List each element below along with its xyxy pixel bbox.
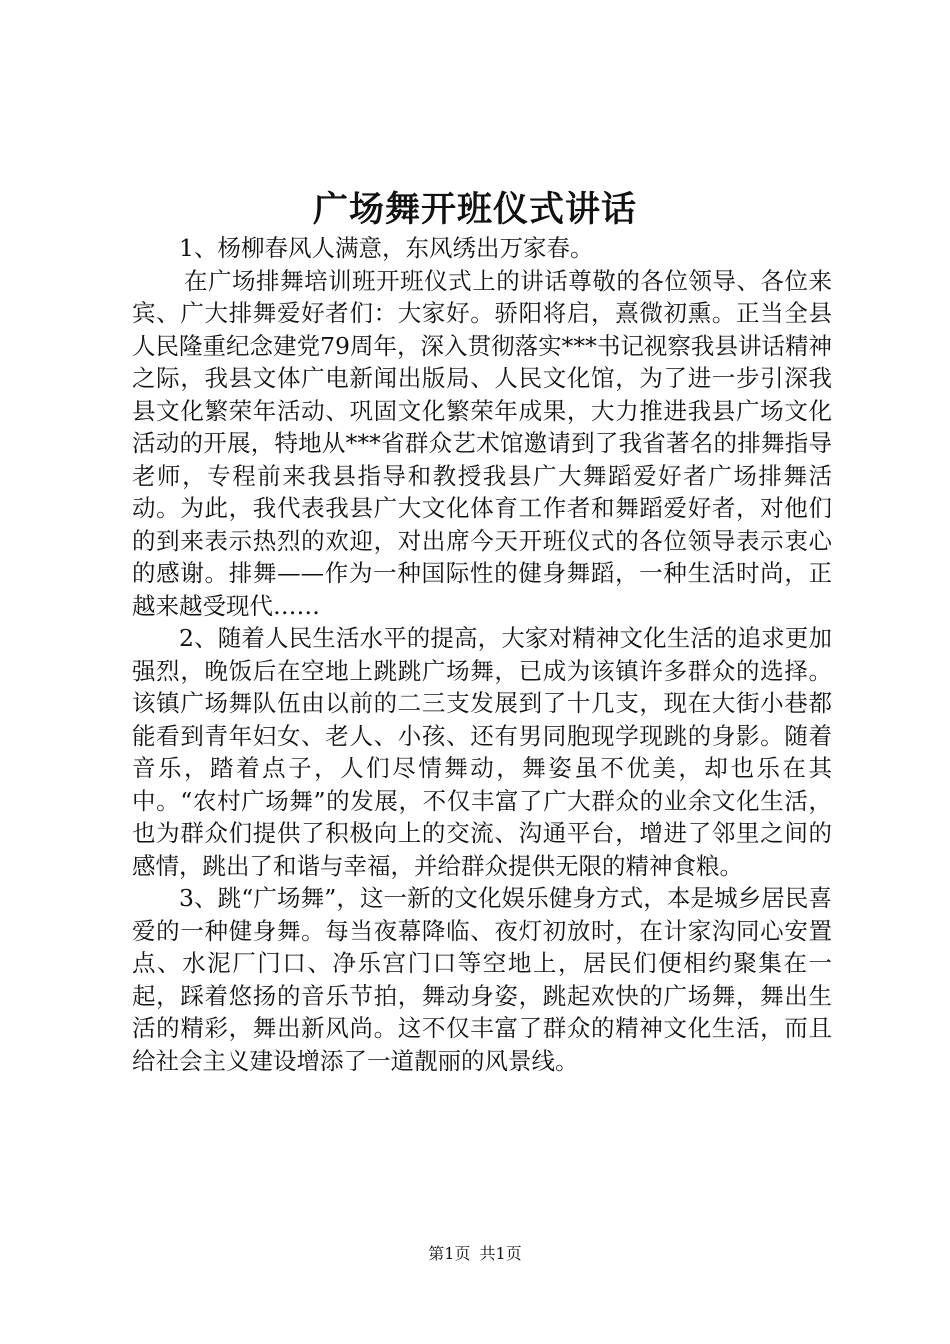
document-title: 广场舞开班仪式讲话 bbox=[312, 189, 637, 230]
document-body bbox=[132, 232, 832, 1077]
paragraph-4: 3、跳“广场舞”，这一新的文化娱乐健身方式，本是城乡居民喜爱的一种健身舞。每当夜幕降临、夜灯初放时，在计家沟同心安置点、水泥厂门口、净乐宫门口等空地上，居民们便相约聚集在一起，踩着悠扬的音乐节拍，舞动身姿，跳起欢快的广场舞，舞出生活的精彩，舞出新风尚。这不仅丰富了群众的精神文化生活，而且给社会主义建设增添了一道靓丽的风景线。 bbox=[132, 884, 832, 1075]
paragraph-3: 2、随着人民生活水平的提高，大家对精神文化生活的追求更加强烈，晚饭后在空地上跳跳广场舞，已成为该镇许多群众的选择。该镇广场舞队伍由以前的二三支发展到了十几支，现在大街小巷都能看到青年妇女、老人、小孩、还有男同胞现学现跳的身影。随着音乐，踏着点子，人们尽情舞动，舞姿虽不优美，却也乐在其中。“农村广场舞”的发展，不仅丰富了广大群众的业余文化生活，也为群众们提供了积极向上的交流、沟通平台，增进了邻里之间的感情，跳出了和谐与幸福，并给群众提供无限的精神食粮。 bbox=[132, 624, 832, 880]
page-total: 共1页 bbox=[479, 1244, 522, 1263]
paragraph-1: 1、杨柳春风人满意，东风绣出万家春。 bbox=[179, 234, 594, 262]
page-number: 第1页 bbox=[428, 1244, 471, 1263]
page-footer bbox=[0, 1242, 950, 1266]
paragraph-2: 在广场排舞培训班开班仪式上的讲话尊敬的各位领导、各位来宾、广大排舞爱好者们：大家好。骄阳将启，熹微初熏。正当全县人民隆重纪念建党79周年，深入贯彻落实***书记视察我县讲话精神之际，我县文体广电新闻出版局、人民文化馆，为了进一步引深我县文化繁荣年活动、巩固文化繁荣年成果，大力推进我县广场文化活动的开展，特地从***省群众艺术馆邀请到了我省著名的排舞指导老师，专程前来我县指导和教授我县广大舞蹈爱好者广场排舞活动。为此，我代表我县广大文化体育工作者和舞蹈爱好者，对他们的到来表示热烈的欢迎，对出席今天开班仪式的各位领导表示衷心的感谢。排舞——作为一种国际性的健身舞蹈，一种生活时尚，正越来越受现代…… bbox=[132, 266, 832, 620]
